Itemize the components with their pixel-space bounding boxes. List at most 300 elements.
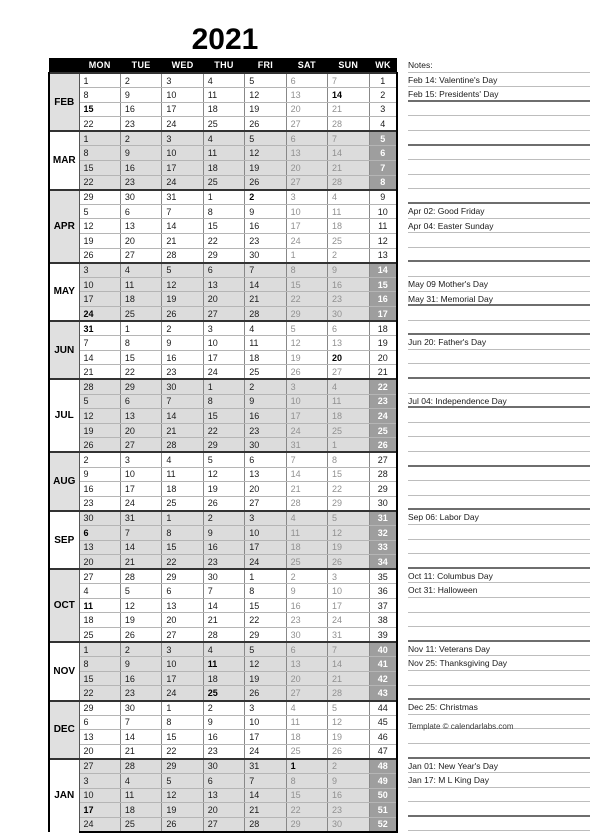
day-cell[interactable]: 24: [162, 686, 203, 701]
day-cell[interactable]: 4: [245, 321, 286, 336]
note-line[interactable]: [408, 613, 590, 628]
day-cell[interactable]: 11: [203, 146, 244, 161]
note-line[interactable]: [408, 554, 590, 569]
day-cell[interactable]: 16: [245, 219, 286, 234]
day-cell[interactable]: 16: [203, 730, 244, 745]
note-line[interactable]: [408, 189, 590, 204]
note-line[interactable]: [408, 116, 590, 131]
day-cell[interactable]: 16: [120, 671, 161, 686]
day-cell[interactable]: 17: [203, 350, 244, 365]
day-cell[interactable]: 15: [328, 467, 369, 482]
day-cell[interactable]: 17: [79, 292, 120, 307]
day-cell[interactable]: 8: [120, 336, 161, 351]
note-line[interactable]: [408, 817, 590, 832]
note-line[interactable]: [408, 452, 590, 467]
day-cell[interactable]: 20: [120, 234, 161, 249]
day-cell[interactable]: 11: [328, 204, 369, 219]
note-line[interactable]: [408, 788, 590, 803]
day-cell[interactable]: 12: [79, 409, 120, 424]
day-cell[interactable]: 20: [286, 102, 327, 117]
day-cell[interactable]: 16: [79, 482, 120, 497]
day-cell[interactable]: 15: [162, 540, 203, 555]
day-cell[interactable]: 8: [245, 584, 286, 599]
day-cell[interactable]: 6: [286, 642, 327, 657]
day-cell[interactable]: 19: [328, 730, 369, 745]
day-cell[interactable]: 21: [203, 613, 244, 628]
day-cell[interactable]: 10: [120, 467, 161, 482]
day-cell[interactable]: 21: [328, 161, 369, 176]
day-cell[interactable]: 25: [245, 365, 286, 380]
day-cell[interactable]: 21: [328, 671, 369, 686]
day-cell[interactable]: 1: [79, 73, 120, 88]
day-cell[interactable]: 21: [120, 555, 161, 570]
day-cell[interactable]: 26: [79, 438, 120, 453]
day-cell[interactable]: 9: [120, 146, 161, 161]
day-cell[interactable]: 19: [120, 613, 161, 628]
day-cell[interactable]: 5: [203, 452, 244, 467]
day-cell[interactable]: 10: [162, 146, 203, 161]
day-cell[interactable]: 24: [79, 817, 120, 832]
day-cell[interactable]: 7: [120, 715, 161, 730]
day-cell[interactable]: 13: [328, 336, 369, 351]
day-cell[interactable]: 4: [162, 452, 203, 467]
day-cell[interactable]: 30: [328, 307, 369, 322]
day-cell[interactable]: 8: [328, 452, 369, 467]
day-cell[interactable]: 23: [79, 496, 120, 511]
note-line[interactable]: [408, 262, 590, 277]
day-cell[interactable]: 8: [79, 146, 120, 161]
day-cell[interactable]: 15: [79, 161, 120, 176]
day-cell[interactable]: 29: [162, 759, 203, 774]
day-cell[interactable]: 10: [79, 277, 120, 292]
day-cell[interactable]: 8: [79, 657, 120, 672]
day-cell[interactable]: 14: [162, 409, 203, 424]
day-cell[interactable]: 3: [162, 73, 203, 88]
day-cell[interactable]: 7: [245, 263, 286, 278]
day-cell[interactable]: 19: [286, 350, 327, 365]
note-line[interactable]: [408, 146, 590, 161]
day-cell[interactable]: 23: [328, 292, 369, 307]
day-cell[interactable]: 6: [286, 73, 327, 88]
day-cell[interactable]: 17: [286, 219, 327, 234]
day-cell[interactable]: 23: [286, 613, 327, 628]
day-cell[interactable]: 20: [203, 292, 244, 307]
day-cell[interactable]: 3: [286, 379, 327, 394]
day-cell[interactable]: 13: [120, 219, 161, 234]
day-cell[interactable]: 30: [120, 190, 161, 205]
day-cell[interactable]: 15: [245, 598, 286, 613]
day-cell[interactable]: 20: [162, 613, 203, 628]
day-cell[interactable]: 1: [245, 569, 286, 584]
day-cell[interactable]: 3: [203, 321, 244, 336]
day-cell[interactable]: 1: [286, 759, 327, 774]
day-cell[interactable]: 23: [328, 803, 369, 818]
day-cell[interactable]: 9: [328, 774, 369, 789]
day-cell[interactable]: 19: [162, 292, 203, 307]
day-cell[interactable]: 24: [203, 365, 244, 380]
note-line[interactable]: [408, 437, 590, 452]
day-cell[interactable]: 18: [286, 730, 327, 745]
day-cell[interactable]: 7: [162, 394, 203, 409]
day-cell[interactable]: 17: [79, 803, 120, 818]
day-cell[interactable]: 4: [203, 131, 244, 146]
note-line[interactable]: [408, 525, 590, 540]
day-cell[interactable]: 11: [286, 525, 327, 540]
day-cell[interactable]: 28: [286, 496, 327, 511]
day-cell[interactable]: 14: [162, 219, 203, 234]
day-cell[interactable]: 13: [203, 788, 244, 803]
note-line[interactable]: [408, 131, 590, 146]
day-cell[interactable]: 4: [286, 701, 327, 716]
day-cell[interactable]: 16: [286, 598, 327, 613]
day-cell[interactable]: 14: [79, 350, 120, 365]
note-line[interactable]: [408, 481, 590, 496]
day-cell[interactable]: 7: [245, 774, 286, 789]
day-cell[interactable]: 9: [203, 715, 244, 730]
day-cell[interactable]: 7: [120, 525, 161, 540]
day-cell[interactable]: 28: [120, 759, 161, 774]
day-cell[interactable]: 30: [120, 701, 161, 716]
note-line[interactable]: [408, 744, 590, 759]
day-cell[interactable]: 19: [203, 482, 244, 497]
day-cell[interactable]: 6: [245, 452, 286, 467]
note-line[interactable]: [408, 540, 590, 555]
day-cell[interactable]: 13: [79, 540, 120, 555]
day-cell[interactable]: 24: [286, 234, 327, 249]
day-cell[interactable]: 12: [162, 277, 203, 292]
day-cell[interactable]: 27: [162, 628, 203, 643]
day-cell[interactable]: 6: [203, 263, 244, 278]
day-cell[interactable]: 9: [328, 263, 369, 278]
day-cell[interactable]: 19: [245, 161, 286, 176]
day-cell[interactable]: 24: [245, 555, 286, 570]
day-cell[interactable]: 18: [120, 803, 161, 818]
day-cell[interactable]: 18: [79, 613, 120, 628]
day-cell[interactable]: 13: [203, 277, 244, 292]
day-cell[interactable]: 19: [245, 671, 286, 686]
day-cell[interactable]: 21: [120, 744, 161, 759]
day-cell[interactable]: 14: [120, 730, 161, 745]
day-cell[interactable]: 8: [203, 394, 244, 409]
day-cell[interactable]: 28: [245, 817, 286, 832]
day-cell[interactable]: 30: [203, 759, 244, 774]
day-cell[interactable]: 26: [328, 555, 369, 570]
day-cell[interactable]: 15: [203, 409, 244, 424]
day-cell[interactable]: 27: [120, 438, 161, 453]
day-cell[interactable]: 7: [328, 131, 369, 146]
note-line[interactable]: [408, 729, 590, 744]
day-cell[interactable]: 26: [162, 307, 203, 322]
day-cell[interactable]: 11: [286, 715, 327, 730]
day-cell[interactable]: 29: [79, 701, 120, 716]
day-cell[interactable]: 6: [120, 204, 161, 219]
day-cell[interactable]: 20: [245, 482, 286, 497]
day-cell[interactable]: 11: [203, 88, 244, 103]
day-cell[interactable]: 23: [245, 234, 286, 249]
day-cell[interactable]: 4: [79, 584, 120, 599]
day-cell[interactable]: 29: [203, 438, 244, 453]
day-cell[interactable]: 22: [120, 365, 161, 380]
day-cell[interactable]: 8: [286, 263, 327, 278]
day-cell[interactable]: 21: [79, 365, 120, 380]
day-cell[interactable]: 9: [120, 88, 161, 103]
day-cell[interactable]: 8: [79, 88, 120, 103]
day-cell[interactable]: 12: [79, 219, 120, 234]
day-cell[interactable]: 12: [245, 657, 286, 672]
note-line[interactable]: [408, 321, 590, 336]
day-cell[interactable]: 16: [203, 540, 244, 555]
day-cell[interactable]: 5: [286, 321, 327, 336]
day-cell[interactable]: 18: [245, 350, 286, 365]
day-cell[interactable]: 30: [245, 248, 286, 263]
day-cell[interactable]: 10: [162, 657, 203, 672]
day-cell[interactable]: 24: [286, 423, 327, 438]
day-cell[interactable]: 19: [328, 540, 369, 555]
day-cell[interactable]: 1: [120, 321, 161, 336]
day-cell[interactable]: 27: [203, 307, 244, 322]
day-cell[interactable]: 17: [328, 598, 369, 613]
day-cell[interactable]: 6: [328, 321, 369, 336]
note-line[interactable]: Oct 11: Columbus Day: [408, 569, 590, 584]
note-line[interactable]: Sep 06: Labor Day: [408, 510, 590, 525]
day-cell[interactable]: 26: [245, 117, 286, 132]
day-cell[interactable]: 7: [162, 204, 203, 219]
day-cell[interactable]: 4: [120, 263, 161, 278]
note-line[interactable]: [408, 102, 590, 117]
note-line[interactable]: Dec 25: Christmas: [408, 700, 590, 715]
day-cell[interactable]: 26: [120, 628, 161, 643]
day-cell[interactable]: 10: [328, 584, 369, 599]
day-cell[interactable]: 1: [328, 438, 369, 453]
day-cell[interactable]: 4: [203, 642, 244, 657]
day-cell[interactable]: 11: [203, 657, 244, 672]
day-cell[interactable]: 8: [203, 204, 244, 219]
day-cell[interactable]: 15: [286, 277, 327, 292]
day-cell[interactable]: 29: [286, 817, 327, 832]
day-cell[interactable]: 1: [203, 379, 244, 394]
day-cell[interactable]: 10: [286, 204, 327, 219]
day-cell[interactable]: 24: [120, 496, 161, 511]
day-cell[interactable]: 31: [162, 190, 203, 205]
day-cell[interactable]: 27: [120, 248, 161, 263]
day-cell[interactable]: 9: [286, 584, 327, 599]
day-cell[interactable]: 8: [162, 525, 203, 540]
day-cell[interactable]: 28: [203, 628, 244, 643]
day-cell[interactable]: 10: [162, 88, 203, 103]
day-cell[interactable]: 20: [79, 555, 120, 570]
day-cell[interactable]: 5: [162, 774, 203, 789]
day-cell[interactable]: 22: [79, 117, 120, 132]
day-cell[interactable]: 25: [203, 175, 244, 190]
note-line[interactable]: Apr 02: Good Friday: [408, 204, 590, 219]
day-cell[interactable]: 14: [328, 146, 369, 161]
day-cell[interactable]: 9: [245, 394, 286, 409]
day-cell[interactable]: 29: [162, 569, 203, 584]
note-line[interactable]: Jul 04: Independence Day: [408, 394, 590, 409]
day-cell[interactable]: 25: [79, 628, 120, 643]
day-cell[interactable]: 30: [203, 569, 244, 584]
day-cell[interactable]: 12: [203, 467, 244, 482]
day-cell[interactable]: 26: [328, 744, 369, 759]
day-cell[interactable]: 29: [79, 190, 120, 205]
day-cell[interactable]: 25: [328, 423, 369, 438]
day-cell[interactable]: 10: [245, 715, 286, 730]
day-cell[interactable]: 12: [328, 525, 369, 540]
day-cell[interactable]: 11: [328, 394, 369, 409]
day-cell[interactable]: 7: [286, 452, 327, 467]
day-cell[interactable]: 9: [245, 204, 286, 219]
day-cell[interactable]: 23: [203, 744, 244, 759]
day-cell[interactable]: 22: [79, 175, 120, 190]
day-cell[interactable]: 26: [245, 175, 286, 190]
day-cell[interactable]: 1: [162, 701, 203, 716]
day-cell[interactable]: 3: [79, 263, 120, 278]
day-cell[interactable]: 10: [286, 394, 327, 409]
day-cell[interactable]: 2: [120, 73, 161, 88]
note-line[interactable]: [408, 467, 590, 482]
day-cell[interactable]: 12: [245, 146, 286, 161]
day-cell[interactable]: 11: [79, 598, 120, 613]
day-cell[interactable]: 6: [79, 715, 120, 730]
day-cell[interactable]: 24: [245, 744, 286, 759]
day-cell[interactable]: 18: [328, 219, 369, 234]
day-cell[interactable]: 18: [162, 482, 203, 497]
day-cell[interactable]: 12: [120, 598, 161, 613]
note-line[interactable]: [408, 248, 590, 263]
day-cell[interactable]: 21: [245, 803, 286, 818]
day-cell[interactable]: 18: [203, 161, 244, 176]
day-cell[interactable]: 26: [79, 248, 120, 263]
note-line[interactable]: [408, 408, 590, 423]
day-cell[interactable]: 14: [120, 540, 161, 555]
note-line[interactable]: Jan 17: M L King Day: [408, 773, 590, 788]
day-cell[interactable]: 1: [203, 190, 244, 205]
day-cell[interactable]: 13: [286, 146, 327, 161]
day-cell[interactable]: 29: [328, 496, 369, 511]
day-cell[interactable]: 24: [328, 613, 369, 628]
day-cell[interactable]: 26: [162, 817, 203, 832]
day-cell[interactable]: 2: [286, 569, 327, 584]
day-cell[interactable]: 30: [286, 628, 327, 643]
day-cell[interactable]: 1: [286, 248, 327, 263]
day-cell[interactable]: 25: [286, 555, 327, 570]
day-cell[interactable]: 10: [79, 788, 120, 803]
day-cell[interactable]: 1: [162, 511, 203, 526]
day-cell[interactable]: 14: [203, 598, 244, 613]
day-cell[interactable]: 28: [79, 379, 120, 394]
day-cell[interactable]: 25: [328, 234, 369, 249]
day-cell[interactable]: 21: [286, 482, 327, 497]
note-line[interactable]: Oct 31: Halloween: [408, 583, 590, 598]
day-cell[interactable]: 12: [245, 88, 286, 103]
day-cell[interactable]: 25: [286, 744, 327, 759]
note-line[interactable]: Feb 15: Presidents' Day: [408, 87, 590, 102]
day-cell[interactable]: 9: [162, 336, 203, 351]
day-cell[interactable]: 30: [245, 438, 286, 453]
day-cell[interactable]: 12: [328, 715, 369, 730]
day-cell[interactable]: 2: [245, 379, 286, 394]
day-cell[interactable]: 23: [120, 175, 161, 190]
day-cell[interactable]: 24: [79, 307, 120, 322]
day-cell[interactable]: 13: [286, 88, 327, 103]
day-cell[interactable]: 22: [79, 686, 120, 701]
day-cell[interactable]: 25: [120, 817, 161, 832]
day-cell[interactable]: 20: [120, 423, 161, 438]
note-line[interactable]: Feb 14: Valentine's Day: [408, 73, 590, 88]
day-cell[interactable]: 3: [162, 642, 203, 657]
day-cell[interactable]: 15: [79, 102, 120, 117]
day-cell[interactable]: 16: [328, 277, 369, 292]
note-line[interactable]: May 09 Mother's Day: [408, 277, 590, 292]
day-cell[interactable]: 21: [328, 102, 369, 117]
day-cell[interactable]: 18: [120, 292, 161, 307]
day-cell[interactable]: 3: [79, 774, 120, 789]
day-cell[interactable]: 9: [203, 525, 244, 540]
day-cell[interactable]: 27: [286, 117, 327, 132]
day-cell[interactable]: 2: [120, 642, 161, 657]
day-cell[interactable]: 30: [79, 511, 120, 526]
day-cell[interactable]: 14: [286, 467, 327, 482]
day-cell[interactable]: 2: [79, 452, 120, 467]
day-cell[interactable]: 2: [328, 759, 369, 774]
day-cell[interactable]: 6: [203, 774, 244, 789]
day-cell[interactable]: 29: [245, 628, 286, 643]
day-cell[interactable]: 4: [286, 511, 327, 526]
day-cell[interactable]: 20: [286, 671, 327, 686]
day-cell[interactable]: 23: [245, 423, 286, 438]
day-cell[interactable]: 18: [286, 540, 327, 555]
day-cell[interactable]: 6: [162, 584, 203, 599]
day-cell[interactable]: 3: [120, 452, 161, 467]
day-cell[interactable]: 31: [328, 628, 369, 643]
day-cell[interactable]: 18: [328, 409, 369, 424]
day-cell[interactable]: 5: [120, 584, 161, 599]
day-cell[interactable]: 13: [120, 409, 161, 424]
day-cell[interactable]: 6: [286, 131, 327, 146]
day-cell[interactable]: 11: [245, 336, 286, 351]
day-cell[interactable]: 7: [79, 336, 120, 351]
day-cell[interactable]: 25: [162, 496, 203, 511]
day-cell[interactable]: 28: [328, 686, 369, 701]
day-cell[interactable]: 3: [245, 511, 286, 526]
day-cell[interactable]: 4: [203, 73, 244, 88]
day-cell[interactable]: 7: [328, 73, 369, 88]
day-cell[interactable]: 31: [286, 438, 327, 453]
note-line[interactable]: [408, 306, 590, 321]
day-cell[interactable]: 28: [162, 438, 203, 453]
day-cell[interactable]: 16: [245, 409, 286, 424]
day-cell[interactable]: 12: [162, 788, 203, 803]
day-cell[interactable]: 16: [328, 788, 369, 803]
day-cell[interactable]: 17: [120, 482, 161, 497]
note-line[interactable]: [408, 627, 590, 642]
day-cell[interactable]: 1: [79, 642, 120, 657]
day-cell[interactable]: 11: [120, 277, 161, 292]
day-cell[interactable]: 1: [79, 131, 120, 146]
day-cell[interactable]: 7: [203, 584, 244, 599]
day-cell[interactable]: 18: [203, 671, 244, 686]
day-cell[interactable]: 11: [120, 788, 161, 803]
day-cell[interactable]: 11: [162, 467, 203, 482]
day-cell[interactable]: 15: [120, 350, 161, 365]
day-cell[interactable]: 27: [203, 817, 244, 832]
day-cell[interactable]: 29: [286, 307, 327, 322]
day-cell[interactable]: 22: [203, 234, 244, 249]
day-cell[interactable]: 21: [162, 234, 203, 249]
day-cell[interactable]: 22: [286, 292, 327, 307]
day-cell[interactable]: 17: [162, 161, 203, 176]
day-cell[interactable]: 28: [120, 569, 161, 584]
